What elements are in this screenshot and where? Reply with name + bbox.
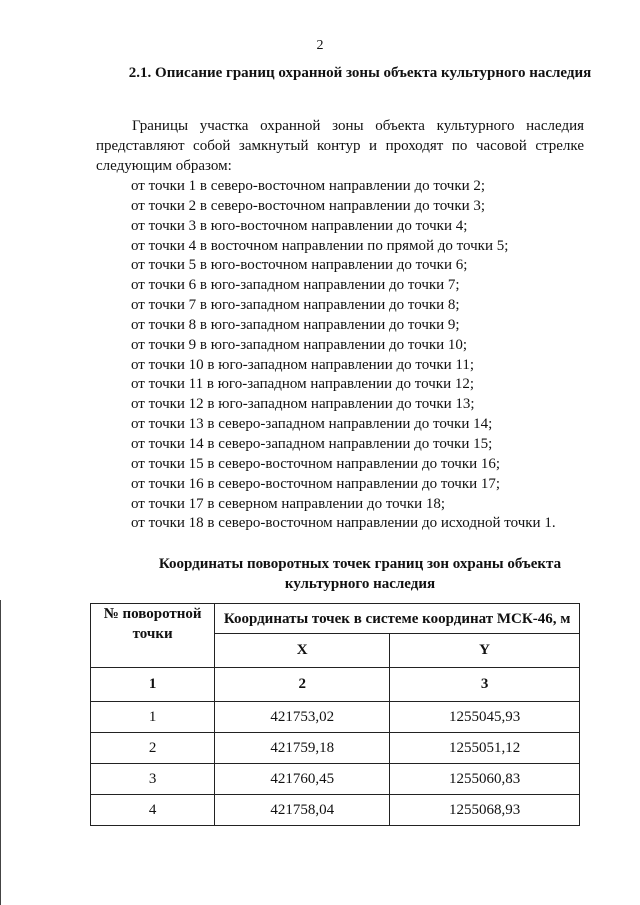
- point-number-cell: 3: [91, 764, 215, 795]
- boundary-line: от точки 2 в северо-восточном направлении до точки 3;: [131, 197, 486, 214]
- boundary-line: от точки 11 в юго-западном направлении до точки 12;: [131, 376, 475, 393]
- boundary-line: от точки 4 в восточном направлении по прямой до точки 5;: [131, 237, 509, 254]
- y-coordinate-cell: 1255045,93: [390, 702, 580, 733]
- y-coordinate-cell: 1255068,93: [390, 795, 580, 826]
- section-title: 2.1. Описание границ охранной зоны объекта культурного наследия: [128, 65, 592, 81]
- x-header: X: [215, 634, 390, 668]
- boundary-line: от точки 13 в северо-западном направлении до точки 14;: [131, 416, 493, 433]
- coordinates-table: [90, 603, 580, 826]
- boundary-line: от точки 3 в юго-восточном направлении до точки 4;: [131, 217, 468, 234]
- column-number-row: [91, 668, 580, 702]
- table-header-row: [91, 604, 580, 634]
- x-coordinate-cell: 421759,18: [215, 733, 390, 764]
- point-number-header: № поворотной точки: [91, 604, 215, 668]
- boundary-line: от точки 6 в юго-западном направлении до точки 7;: [131, 277, 460, 294]
- point-number-cell: 2: [91, 733, 215, 764]
- boundary-line: от точки 10 в юго-западном направлении до точки 11;: [131, 356, 475, 373]
- x-coordinate-cell: 421758,04: [215, 795, 390, 826]
- boundary-line: от точки 16 в северо-восточном направлении до точки 17;: [131, 475, 501, 492]
- x-coordinate-cell: 421753,02: [215, 702, 390, 733]
- boundary-line: от точки 14 в северо-западном направлении до точки 15;: [131, 435, 493, 452]
- column-number: 1: [91, 668, 215, 702]
- table-row: [91, 795, 580, 826]
- column-number: 3: [390, 668, 580, 702]
- x-coordinate-cell: 421760,45: [215, 764, 390, 795]
- table-row: [91, 764, 580, 795]
- boundary-line: от точки 9 в юго-западном направлении до точки 10;: [131, 336, 468, 353]
- boundary-line: от точки 5 в юго-восточном направлении до точки 6;: [131, 257, 468, 274]
- y-coordinate-cell: 1255060,83: [390, 764, 580, 795]
- table-title: Координаты поворотных точек границ зон охраны объекта культурного наследия: [158, 556, 562, 592]
- page-number: 2: [316, 38, 324, 53]
- boundary-line: от точки 7 в юго-западном направлении до точки 8;: [131, 297, 460, 314]
- boundary-line: от точки 8 в юго-западном направлении до точки 9;: [131, 316, 460, 333]
- boundary-line: от точки 1 в северо-восточном направлении до точки 2;: [131, 178, 486, 194]
- boundary-line: от точки 18 в северо-восточном направлении до исходной точки 1.: [131, 515, 556, 532]
- point-number-cell: 4: [91, 795, 215, 826]
- y-header: Y: [390, 634, 580, 668]
- boundary-description-list: [131, 177, 601, 534]
- boundary-line: от точки 17 в северном направлении до точки 18;: [131, 495, 446, 512]
- y-coordinate-cell: 1255051,12: [390, 733, 580, 764]
- coordinate-system-header: Координаты точек в системе координат МСК-46, м: [215, 604, 580, 634]
- column-number: 2: [215, 668, 390, 702]
- intro-paragraph: Границы участка охранной зоны объекта культурного наследия представляют собой замкнутый контур и проходят по часовой стрелке следующим образом:: [96, 118, 584, 174]
- table-row: [91, 702, 580, 733]
- table-row: [91, 733, 580, 764]
- boundary-line: от точки 12 в юго-западном направлении до точки 13;: [131, 396, 475, 413]
- point-number-cell: 1: [91, 702, 215, 733]
- boundary-line: от точки 15 в северо-восточном направлении до точки 16;: [131, 455, 501, 472]
- scan-edge-line: [0, 600, 1, 905]
